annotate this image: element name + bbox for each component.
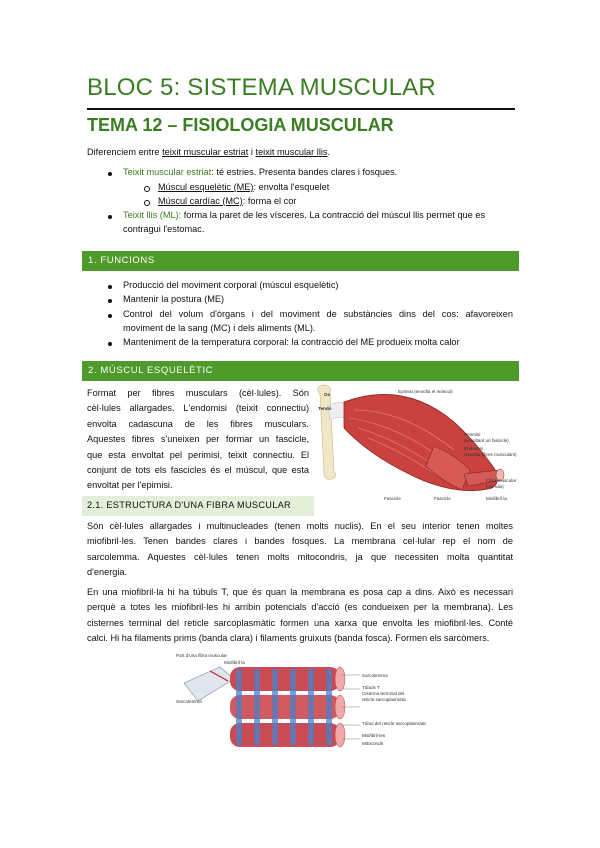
term-label: Múscul esquelètic (ME) [158,182,254,192]
intro-text: . [327,147,331,157]
term-label: Teixit llis (ML): [123,210,182,220]
function-item: Producció del moviment corporal (múscul esquelètic) [123,280,339,290]
term-text: : té estries. Presenta bandes clares i fosques. [211,167,398,177]
text-line: envoltat per l'epimisi. [87,480,173,491]
label-os: Os [324,392,331,397]
function-item-cont: moviment de la sang (MC) i dels aliments (ML). [123,323,316,333]
label-part: Part d'una fibra muscular [176,653,227,658]
section-header-funcions [82,251,519,271]
text-line: cisternes terminal del reticle sarcoplasmàtic formen una xarxa que envolta les miofibril·les. Conté [87,617,513,628]
label-perimisi: Perimisi [464,432,481,437]
text-line: Aquestes fibres s'uneixen per formar un fascicle, [87,434,309,445]
fiber-paragraph-1 [87,519,513,581]
bullet-dot [108,314,112,318]
text-line: sarcolemma. Aquestes cèl·lules tenen molts mitocondris, ja que necessiten molta quantitat [87,551,513,562]
intro-paragraph [87,147,330,157]
function-item: Manteniment de la temperatura corporal: la contracció del ME produeix molta calor [123,337,460,347]
text-line: Són cèl·lules allargades i multinucleades (tenen molts nuclis). En el seu interior tenen moltes [87,521,513,531]
page-subtitle: TEMA 12 – FISIOLOGIA MUSCULAR [87,115,394,135]
list-item-cardiac [158,194,296,208]
bullet-dot [108,299,112,303]
sub-bullet-ring [144,200,150,206]
label-fibra-note: (cèl·lula) [486,484,504,489]
label-endomisi: Endomisi [464,446,483,451]
section-title: 1. FUNCIONS [88,255,155,266]
label-cisterna: Cisterna terminal del [362,691,405,696]
label-fascicle: Fascicle [384,496,401,501]
title-rule [87,108,515,110]
label-reticle: Túbul del reticle sarcoplasmàtic [362,721,427,726]
label-sarcolemma-2: Sarcolemma [362,673,388,678]
term-text: : envolta l'esquelet [253,182,330,192]
text-line: conjunt de tots els fascicles és el múscul, que esta [87,465,309,476]
intro-term-striated: teixit muscular estriat [162,147,249,157]
skeletal-paragraph [87,386,309,494]
term-label: Múscul cardíac (MC) [158,196,243,206]
label-fascicle-2: Fascicle [434,496,451,501]
label-epimisi: Epimisi (envolta el múscul) [398,389,453,394]
label-sarcolemma: Sarcolemma [176,699,202,704]
subsection-title: 2.1. ESTRUCTURA D'UNA FIBRA MUSCULAR [87,500,291,510]
section-title: 2. MÚSCUL ESQUELÈTIC [88,365,214,376]
function-item: Control del volum d'òrgans i del moviment de substàncies dins del cos: afavoreixen [123,309,513,319]
label-fibra: Fibra muscular [486,478,517,483]
text-line: cèl·lules allargades. L'endomisi (teixit connectiu) [87,403,309,414]
text-line: miofibril·les. Tenen bandes clares i bandes fosques. La membrana cel·lular rep el nom de [87,536,513,547]
label-miofibrilles: Miofibril·les [362,733,386,738]
term-label: Teixit muscular estriat [123,167,212,177]
text-line: d'energia. [87,567,128,578]
intro-term-smooth: teixit muscular llis [255,147,328,157]
label-tendo: Tendó [318,406,332,411]
bullet-dot [108,172,112,176]
list-item-smooth [123,208,523,236]
text-line: En una miofibril·la hi ha túbuls T, que és quan la membrana es posa cap a dins. Això es necessari [87,587,513,597]
function-item: Mantenir la postura (ME) [123,294,225,304]
bullet-dot [108,285,112,289]
text-line: envolta cadascuna de les fibres musculars. [87,418,309,429]
text-line: calci. Hi ha filaments prims (banda clara) i filaments gruixuts (banda fosca). Formen els sarcòmers. [87,633,490,644]
label-miofibril: Miofibril·la [486,496,507,501]
bullet-dot [108,215,112,219]
text-line: Format per fibres musculars (cèl·lules). Són [87,388,309,398]
myofibril-bundle [230,667,345,747]
muscle-fiber-figure [170,651,440,757]
fiber-paragraph-2 [87,585,513,647]
sub-bullet-ring [144,186,150,192]
term-text: contragui l'estomac. [123,224,205,234]
term-text: : forma el cor [242,196,297,206]
text-line: que esta envoltat pel perimisi, teixit connectiu. El [87,449,309,460]
list-item-striated [123,165,397,179]
label-mitocondri: Mitocondri [362,741,384,746]
label-tubul: Túbuls T [362,685,380,690]
muscle-anatomy-figure [314,384,520,508]
label-endomisi-note: (envolta fibres musculars) [464,452,517,457]
term-text: forma la paret de les vísceres. La contracció del múscul llis permet que es [181,210,486,220]
section-header-muscul [82,361,519,381]
bullet-dot [108,342,112,346]
text-line: perquè a totes les miofibril·les hi arribin potencials d'acció (es condueixen per la membrana). Les [87,602,513,613]
page-title: BLOC 5: SISTEMA MUSCULAR [87,74,436,101]
list-item-skeletal [158,180,329,194]
label-miofibril: Miofibril·la [224,660,245,665]
intro-text: Diferenciem entre [87,147,163,157]
label-cisterna-2: reticle sarcoplasmàtic [362,697,407,702]
intro-text: i [248,147,256,157]
label-perimisi-note: (envoltant un fascicle) [464,438,509,443]
subsection-header [82,496,314,516]
